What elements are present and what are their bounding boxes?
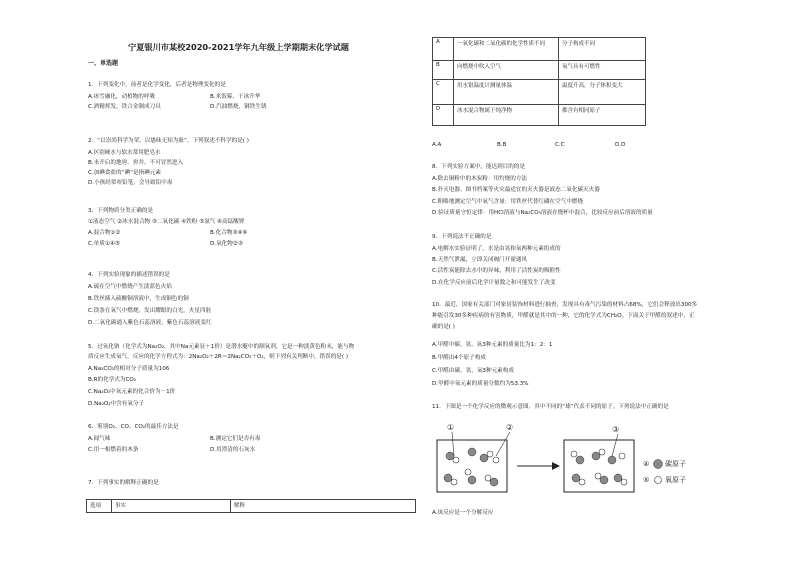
q5-option-c: C.Na₂O₂中氧元素的化合价为－1价 [88,389,176,395]
q7-cell: 向燃烧中吹入空气 [454,61,559,80]
q8-option-b: B.扑灭电器、图书档案等火灾最适宜的灭火器是液态二氧化碳灭火器 [432,187,600,193]
q4-option-a: A.硫在空气中燃烧产生淡蓝色火焰 [88,284,172,290]
q3-items: ①液态空气 ②冰水混合物 ③二氧化碳 ④铁粉 ⑤氮气 ⑥高锰酸钾 [88,219,245,225]
q4-option-d: D.二氧化碳通入紫色石蕊溶液，紫色石蕊溶液变红 [88,320,212,326]
q3-option-c: C.单质①④⑤ [88,241,120,247]
q7-stem: 7．下列事实的解释正确的是 [88,480,159,486]
q4-stem: 4．下列实验现象的描述错误的是 [88,272,170,278]
q9-stem: 9．下列说法不正确的是 [432,234,492,240]
q5-stem-2: 质反应生成氧气，反应的化学方程式为：2Na₂O₂＋2R＝2Na₂CO₃＋O₂，则下列有关判断中，错误的是( ) [88,354,349,360]
q3-option-a: A.混合物①② [88,230,121,236]
q6-option-c: C.用一根燃着的木条 [88,447,139,453]
q7-cell: 分子构成不同 [559,38,646,61]
arrow-head-icon [552,462,560,470]
diagram-label-1: ① [447,423,455,432]
diagram-label-5: ⑤ [643,476,650,484]
table-row [433,61,646,80]
q9-option-a: A.电解水实验证明了，水是由氢和氧两种元素组成的 [432,246,561,252]
q3-option-b: B.化合物③④⑥ [210,230,248,236]
q3-stem: 3．下列物质分类正确的是 [88,208,154,214]
q7-cell: 冰水混合物属于纯净物 [454,105,559,126]
q5-option-d: D.Na₂O₂中含有氧分子 [88,401,145,407]
q7-cell: 温度升高，分子体积变大 [559,80,646,105]
q5-option-a: A.Na₂CO₃的相对分子质量为106 [88,366,170,372]
q7-header-option: 选项 [87,500,112,513]
q8-stem: 8．下列实验方案中，能达到目的的是 [432,164,526,170]
q10-option-d: D.甲醛中氧元素的质量分数约为53.3% [432,381,529,387]
q7-cell: 用水银温度计测量体温 [454,80,559,105]
q7-cell: C [433,80,454,105]
q1-option-b: B.米饭霉，干冰升华 [210,94,261,100]
q2-stem: 2．“以崇尚科学为荣，以愚昧无知为耻”。下列叙述不科学的是( ) [88,138,249,144]
q7-option-b: B.B [497,142,507,148]
q6-option-b: B.测定它们是否有毒 [210,436,261,442]
q10-stem-3: 确的是( ) [432,324,455,330]
q8-option-a: A.除去铜粉中的木炭粉：用灼烧的方法 [432,176,528,182]
diagram-label-2: ② [506,423,514,432]
legend-oxygen-label: 氧原子 [665,476,686,484]
q10-stem: 10．最近，国家有关部门对家居装饰材料进行抽查，发现具有毒气污染的材料占68%，它们会释放出300多 [432,302,698,308]
q3-option-d: D.氧化物②③ [210,241,243,247]
q10-option-b: B.甲醛由4个原子构成 [432,355,486,361]
q7-cell: A [433,38,454,61]
q6-option-d: D.用澄清的石灰水 [210,447,256,453]
diagram-label-3: ③ [612,425,620,434]
legend-carbon-label: 碳原子 [665,460,686,468]
q4-option-c: C.镁条在氧气中燃烧，发出耀眼的白光，火星四射 [88,308,212,314]
page-title: 宁夏银川市某校2020-2021学年九年级上学期期末化学试题 [128,42,349,52]
q7-header-fact: 事实 [112,500,231,513]
q7-option-c: C.C [555,142,565,148]
table-row [433,80,646,105]
q11-option-a: A.该反应是一个分解反应 [432,510,494,516]
q6-stem: 6．鉴别O₂、CO、CO₂的最佳方法是 [88,424,179,430]
q5-stem: 5．过氧化钠（化学式为Na₂O₂，其中Na元素显＋1价）是潜水艇中的制氧剂，它是一种淡黄色粉末，能与物 [88,344,355,350]
q10-option-c: C.甲醛由碳、氢、氧3种元素构成 [432,368,514,374]
q1-option-a: A.冰雪融化，动植物的呼吸 [88,94,156,100]
q5-option-b: B.R的化学式为CO₂ [88,377,137,383]
q9-option-d: D.在化学反应前后化学计量数之和可能发生了改变 [432,280,556,286]
q10-option-a: A.甲醛中碳、氢、氧3种元素的质量比为1：2：1 [432,342,553,348]
q10-stem-2: 种能引发30多种疾病的有害物质，甲醛就是其中的一种，它的化学式为CH₂O。下面关于甲醛的叙述中，正 [432,313,695,319]
q7-option-a: A.A [432,142,442,148]
q2-option-c: C.加碘食盐的“碘”是指碘元素 [88,170,162,176]
q7-option-d: D.D [615,142,626,148]
q7-cell: B [433,61,454,80]
q7-table [432,37,646,126]
q7-cell: 一氧化碳和二氧化碳的化学性质不同 [454,38,559,61]
section-heading: 一、单选题 [88,60,119,67]
q7-cell: 氧气具有可燃性 [559,61,646,80]
q1-stem: 1．下列变化中，前者是化学变化，后者是物理变化的是 [88,82,226,88]
oxygen-atom-icon [655,477,662,484]
q11-stem: 11．下图是一个化学反应的微观示意图，其中不同的“球”代表不同的原子。下列说法中正确的是 [432,404,669,410]
q7-cell: 都含有相同原子 [559,105,646,126]
q8-option-d: D.验证质量守恒定律：用HCl溶液与Na₂CO₃溶液在烧杯中混合，比较反应前后溶液的质量 [432,210,653,216]
q6-option-a: A.闻气味 [88,436,111,442]
q7-header-explain: 解释 [231,500,416,513]
table-row [433,38,646,61]
q1-option-d: D.汽油燃烧，钢铁生锈 [210,104,267,110]
q2-option-d: D.小孩经常咬铅笔，会导致铅中毒 [88,180,173,186]
q4-option-b: B.铁丝插入硫酸铜溶液中，生成铜色的铜 [88,296,189,302]
q7-cell: D [433,105,454,126]
q2-option-b: B.未开启的地窖、窖井，不可冒然进入 [88,160,184,166]
q2-option-a: A.区别硬水与软水常用肥皂水 [88,150,161,156]
diagram-label-4: ④ [643,460,650,468]
q8-option-c: C.粗略地测定空气中氧气含量：用铁丝代替红磷在空气中燃烧 [432,199,584,205]
carbon-atom-icon [654,460,663,469]
table-row [433,105,646,126]
q9-option-b: B.天然气泄漏，立即关闭阀门开窗通风 [432,257,528,263]
q1-option-c: C.酒精挥发，铁合金制成刀具 [88,104,161,110]
q9-option-c: C.活性炭能除去水中的异味，利用了活性炭的吸附性 [432,268,561,274]
q7-table-header [86,499,416,513]
